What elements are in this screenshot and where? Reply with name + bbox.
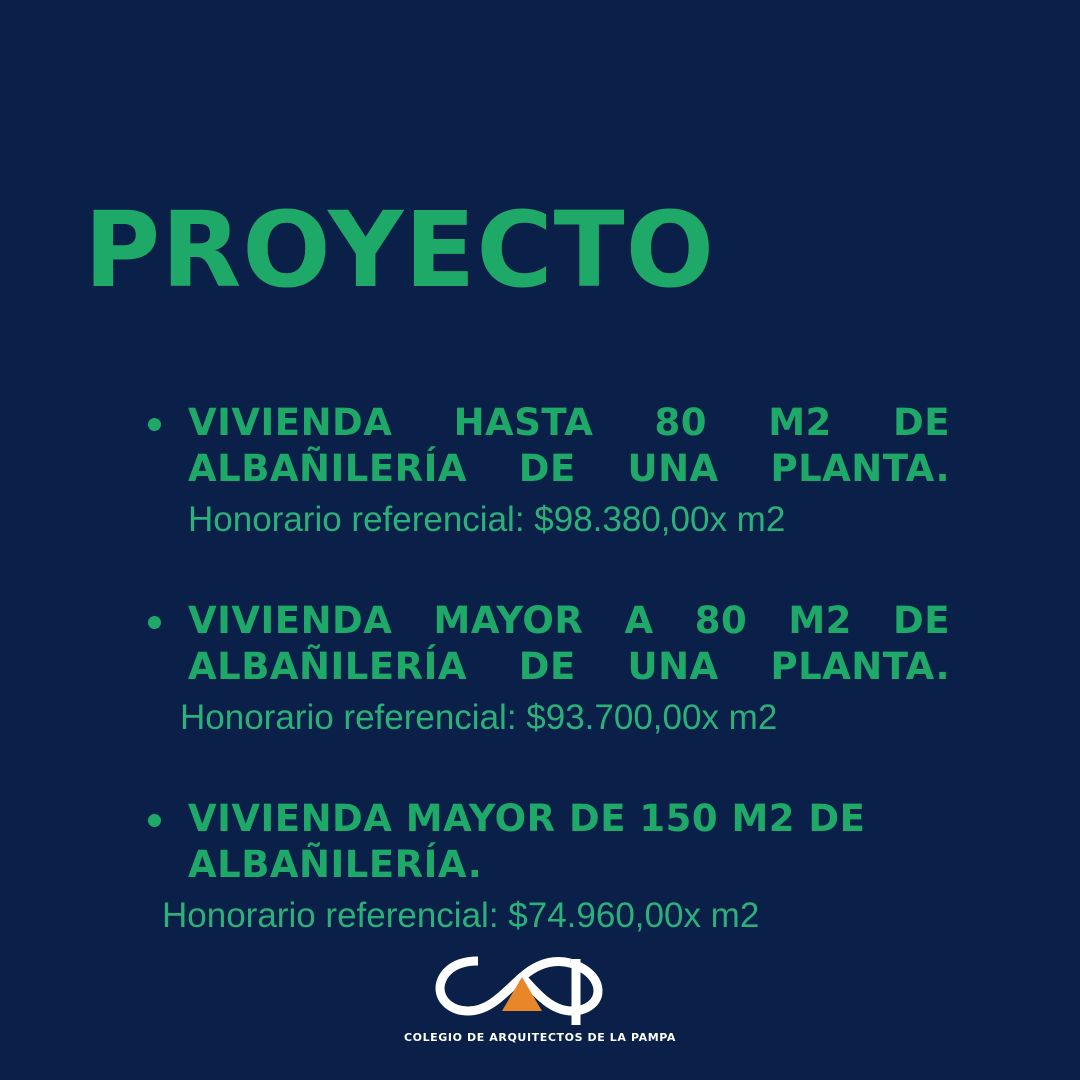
logo-caption: COLEGIO DE ARQUITECTOS DE LA PAMPA <box>403 1031 677 1044</box>
list-item-head <box>140 400 950 493</box>
logo-block <box>0 949 1080 1044</box>
list-item <box>140 598 950 740</box>
list-item-head <box>140 598 950 691</box>
bullet-icon <box>148 418 161 431</box>
list-item-subtitle: Honorario referencial: $74.960,00x m2 <box>162 895 760 935</box>
list-item <box>140 400 950 542</box>
bullet-icon <box>148 814 161 827</box>
list-item-subtitle: Honorario referencial: $98.380,00x m2 <box>188 499 786 539</box>
page-title: PROYECTO <box>84 189 716 311</box>
item-list <box>140 400 950 938</box>
list-item-title: VIVIENDA HASTA 80 M2 DE ALBAÑILERÍA DE UNA PLANTA. <box>188 401 950 491</box>
calp-logo-icon <box>430 949 650 1027</box>
list-item-title: VIVIENDA MAYOR A 80 M2 DE ALBAÑILERÍA DE UNA PLANTA. <box>188 599 950 689</box>
list-item-subtitle: Honorario referencial: $93.700,00x m2 <box>180 697 778 737</box>
list-item <box>140 796 950 938</box>
list-item-head <box>140 796 950 889</box>
bullet-icon <box>148 616 161 629</box>
list-item-title: VIVIENDA MAYOR DE 150 M2 DE ALBAÑILERÍA. <box>188 797 866 887</box>
